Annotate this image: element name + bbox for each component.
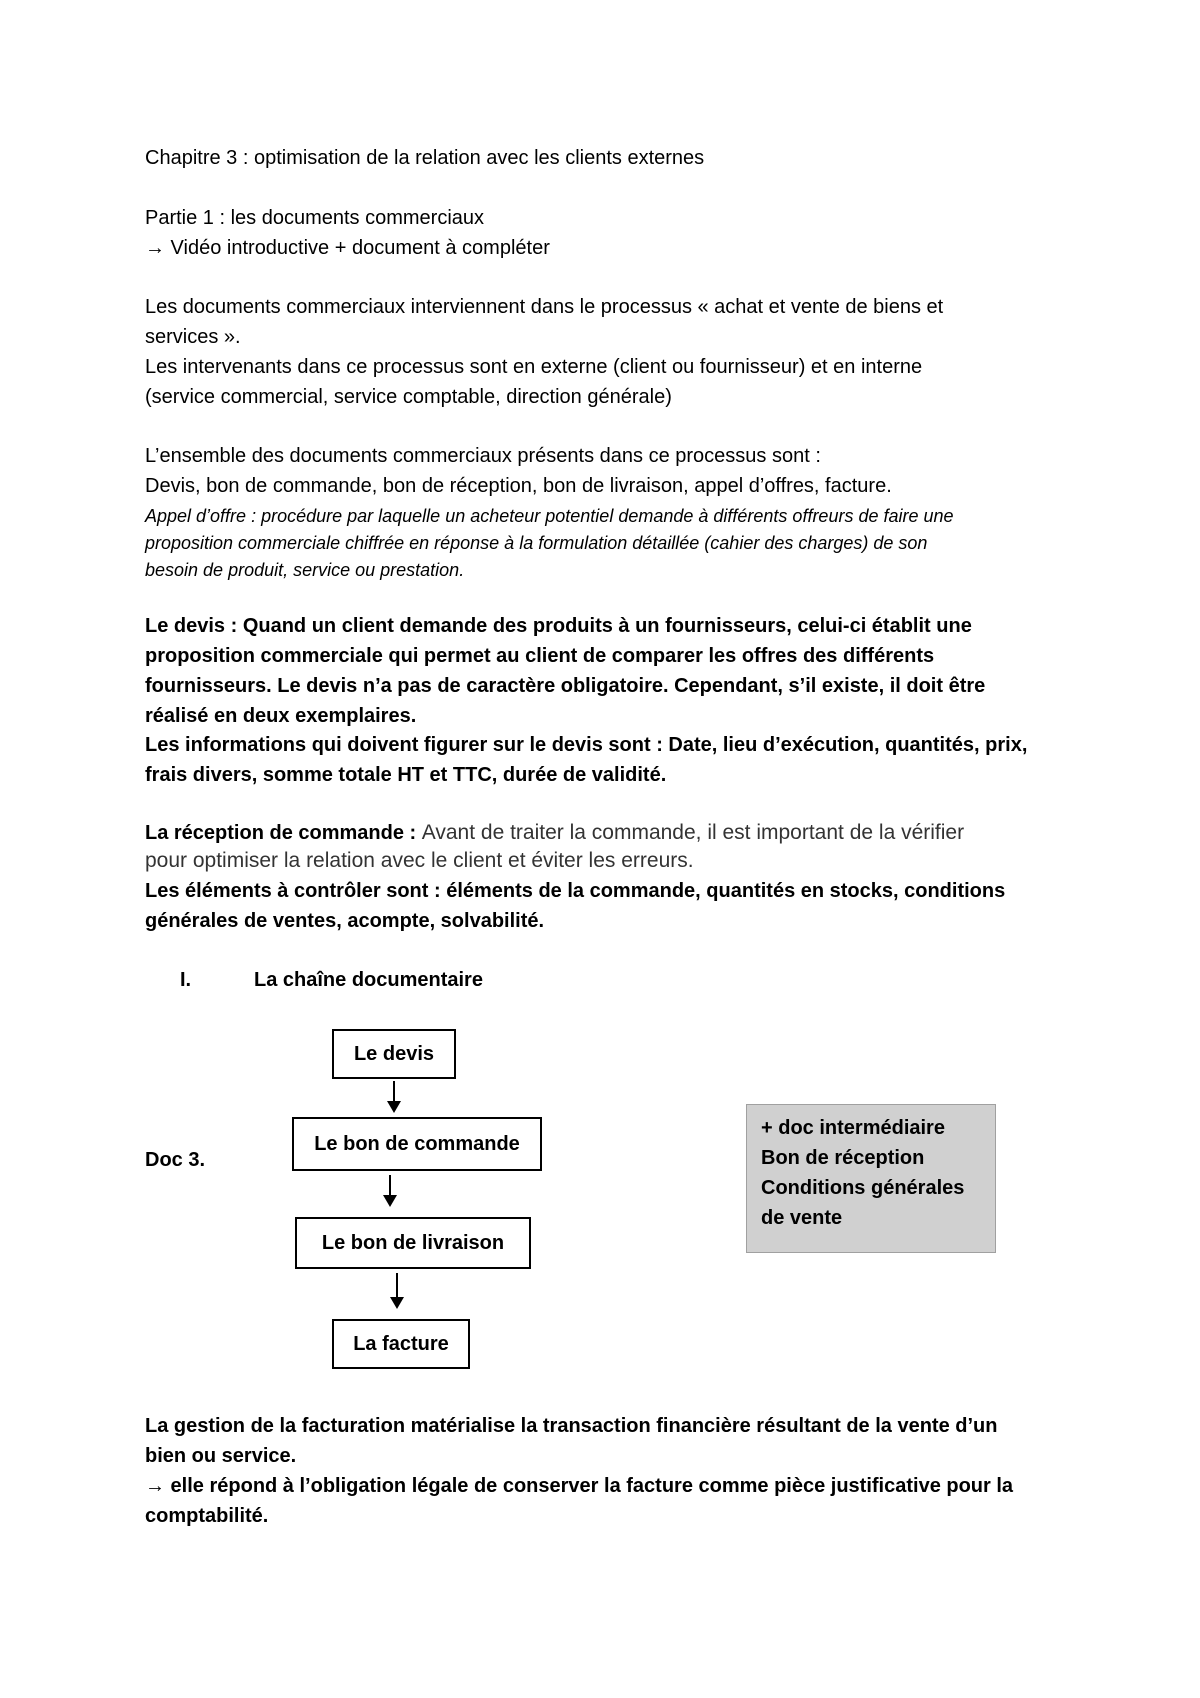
intro-arrow-line: → Vidéo introductive + document à compléter <box>145 237 550 259</box>
reception-text: Avant de traiter la commande, il est important de la vérifier <box>421 821 965 844</box>
facturation-line: bien ou service. <box>145 1445 297 1467</box>
paragraph-line: L’ensemble des documents commerciaux présents dans ce processus sont : <box>145 445 821 467</box>
note-line: Appel d’offre : procédure par laquelle un acheteur potentiel demande à différents offreurs de faire une <box>145 506 954 526</box>
side-box-line: de vente <box>761 1207 843 1229</box>
doc-label: Doc 3. <box>145 1149 206 1171</box>
side-box-line: Bon de réception <box>761 1147 925 1169</box>
reception-line: générales de ventes, acompte, solvabilité. <box>145 910 545 932</box>
side-box-line: Conditions générales <box>761 1177 965 1199</box>
flow-box-livraison: Le bon de livraison <box>295 1217 531 1269</box>
paragraph-line: Les documents commerciaux interviennent dans le processus « achat et vente de biens et <box>145 296 944 318</box>
flow-arrow-down <box>396 1273 398 1307</box>
reception-label: La réception de commande : <box>145 822 422 844</box>
reception-line: Les éléments à contrôler sont : éléments de la commande, quantités en stocks, conditions <box>145 880 1006 902</box>
paragraph-line: Devis, bon de commande, bon de réception, bon de livraison, appel d’offres, facture. <box>145 475 892 497</box>
note-line: besoin de produit, service ou prestation. <box>145 560 465 580</box>
flow-box-commande: Le bon de commande <box>292 1117 542 1171</box>
devis-line: Le devis : Quand un client demande des produits à un fournisseurs, celui-ci établit une <box>145 615 972 637</box>
paragraph-line: (service commercial, service comptable, direction générale) <box>145 386 672 408</box>
part-title: Partie 1 : les documents commerciaux <box>145 207 485 229</box>
devis-line: fournisseurs. Le devis n’a pas de caractère obligatoire. Cependant, s’il existe, il doit être <box>145 675 986 697</box>
side-info-box <box>746 1104 996 1253</box>
reception-line <box>145 818 964 848</box>
paragraph-line: Les intervenants dans ce processus sont en externe (client ou fournisseur) et en interne <box>145 356 923 378</box>
devis-line: frais divers, somme totale HT et TTC, durée de validité. <box>145 764 667 786</box>
facturation-line: → elle répond à l’obligation légale de conserver la facture comme pièce justificative pour la <box>145 1475 1014 1497</box>
devis-line: proposition commerciale qui permet au client de comparer les offres des différents <box>145 645 935 667</box>
facturation-line: La gestion de la facturation matérialise la transaction financière résultant de la vente d’un <box>145 1415 998 1437</box>
flow-arrow-down <box>393 1081 395 1111</box>
paragraph-line: services ». <box>145 326 241 348</box>
note-line: proposition commerciale chiffrée en réponse à la formulation détaillée (cahier des charges) de son <box>145 533 928 553</box>
flow-box-devis: Le devis <box>332 1029 456 1079</box>
section-title: La chaîne documentaire <box>254 969 483 991</box>
chapter-title: Chapitre 3 : optimisation de la relation avec les clients externes <box>145 147 705 169</box>
devis-line: Les informations qui doivent figurer sur le devis sont : Date, lieu d’exécution, quantités, prix, <box>145 734 1028 756</box>
facturation-line: comptabilité. <box>145 1505 269 1527</box>
flow-arrow-down <box>389 1175 391 1205</box>
side-box-line: + doc intermédiaire <box>761 1117 945 1139</box>
devis-line: réalisé en deux exemplaires. <box>145 705 417 727</box>
reception-text-line: pour optimiser la relation avec le client et éviter les erreurs. <box>145 849 694 872</box>
section-number: I. <box>180 969 192 991</box>
flow-box-facture: La facture <box>332 1319 470 1369</box>
